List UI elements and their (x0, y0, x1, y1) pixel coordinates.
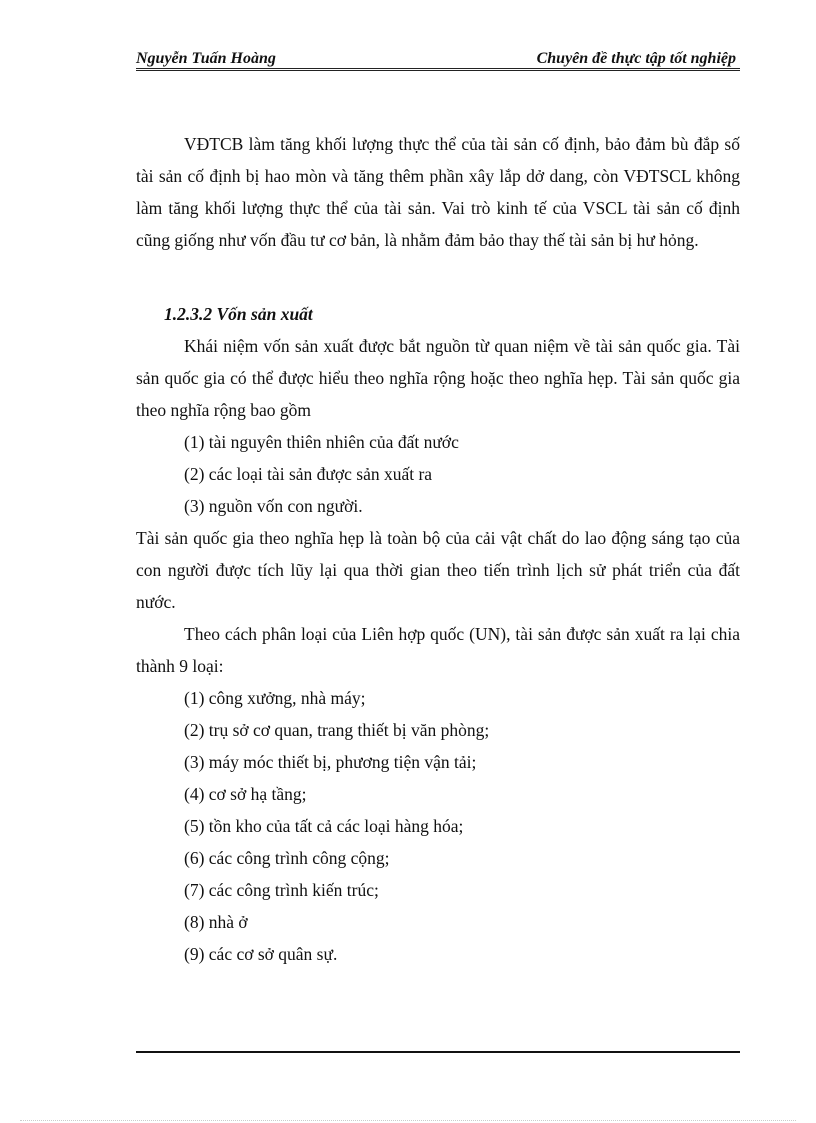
list-item: (9) các cơ sở quân sự. (184, 944, 338, 964)
footer-divider (136, 1051, 740, 1053)
section-heading: 1.2.3.2 Vốn sản xuất (164, 304, 313, 324)
header-document-type: Chuyên đề thực tập tốt nghiệp (536, 50, 736, 67)
page-header (136, 48, 740, 70)
list-item: (6) các công trình công cộng; (184, 848, 390, 868)
list-item: (1) tài nguyên thiên nhiên của đất nước (184, 432, 459, 452)
paragraph-vdtcb: VĐTCB làm tăng khối lượng thực thể của tài sản cố định, bảo đảm bù đắp số tài sản cố định bị hao mòn và tăng thêm phần xây lắp dở dang, còn VĐTSCL không làm tăng khối lượng thực thể của tài sản. Vai trò kinh tế của VSCL tài sản cố định cũng giống như vốn đầu tư cơ bản, là nhằm đảm bảo thay thế tài sản bị hư hỏng. (136, 134, 740, 250)
header-divider (136, 68, 740, 71)
paragraph-un-classification: Theo cách phân loại của Liên hợp quốc (UN), tài sản được sản xuất ra lại chia thành 9 loại: (136, 624, 740, 676)
list-item: (5) tồn kho của tất cả các loại hàng hóa; (184, 816, 464, 836)
list-item: (7) các công trình kiến trúc; (184, 880, 379, 900)
paragraph-narrow-definition: Tài sản quốc gia theo nghĩa hẹp là toàn bộ của cải vật chất do lao động sáng tạo của con người được tích lũy lại qua thời gian theo tiến trình lịch sử phát triển của đất nước. (136, 528, 740, 612)
header-author: Nguyễn Tuấn Hoàng (136, 50, 276, 67)
page-body (136, 128, 740, 970)
un-categories-list (136, 682, 740, 970)
list-item: (3) nguồn vốn con người. (184, 496, 363, 516)
list-item: (2) trụ sở cơ quan, trang thiết bị văn phòng; (184, 720, 490, 740)
list-item: (8) nhà ở (184, 912, 248, 932)
list-item: (2) các loại tài sản được sản xuất ra (184, 464, 433, 484)
list-item: (3) máy móc thiết bị, phương tiện vận tải; (184, 752, 477, 772)
paragraph-concept: Khái niệm vốn sản xuất được bắt nguồn từ quan niệm về tài sản quốc gia. Tài sản quốc gia có thể được hiểu theo nghĩa rộng hoặc theo nghĩa hẹp. Tài sản quốc gia theo nghĩa rộng bao gồm (136, 336, 740, 420)
list-item: (1) công xưởng, nhà máy; (184, 688, 366, 708)
page-edge (20, 1120, 796, 1121)
broad-assets-list (136, 426, 740, 522)
list-item: (4) cơ sở hạ tầng; (184, 784, 307, 804)
